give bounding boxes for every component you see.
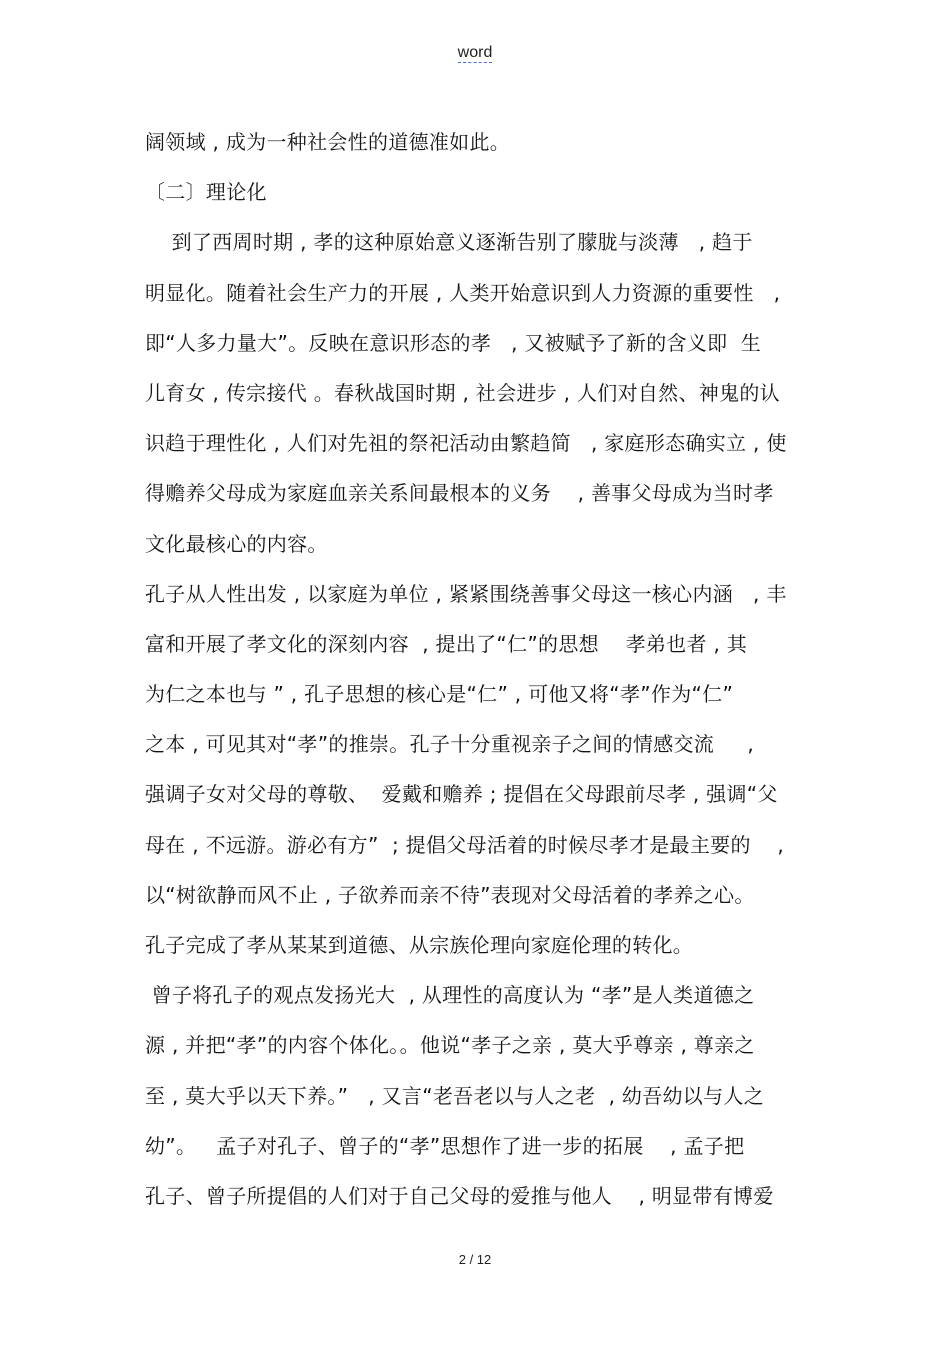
text-line: 阔领域 , 成为一种社会性的道德准如此。	[145, 130, 511, 154]
text-line: 儿育女 , 传宗接代 。春秋战国时期 , 社会进步 , 人们对自然、神鬼的认	[145, 380, 780, 405]
body-text	[145, 122, 807, 1226]
text-line: 文化最核心的内容。	[145, 531, 328, 556]
text-line: 曾子将孔子的观点发扬光大 , 从理性的高度认为 “孝”是人类道德之	[145, 983, 755, 1008]
text-line: 〔二〕理论化	[145, 180, 267, 205]
text-line: 得赡养父母成为家庭血亲关系间最根本的义务 , 善事父母成为当时孝	[145, 481, 774, 506]
header-title: word	[457, 44, 493, 61]
text-line: 孔子、曾子所提倡的人们对于自己父母的爱推与他人 , 明显带有博爱	[145, 1183, 774, 1208]
page-footer	[0, 1252, 950, 1267]
text-line: 强调子女对父母的尊敬、 爱戴和赡养 ; 提倡在父母跟前尽孝 , 强调“父	[145, 782, 778, 807]
text-line: 识趋于理性化 , 人们对先祖的祭祀活动由繁趋简 , 家庭形态确实立 , 使	[145, 431, 787, 456]
text-line: 母在 , 不远游。游必有方” ; 提倡父母活着的时候尽孝才是最主要的 ,	[145, 832, 785, 857]
text-line: 明显化。随着社会生产力的开展 , 人类开始意识到人力资源的重要性 ,	[145, 280, 781, 305]
text-line: 之本 , 可见其对“孝”的推崇。孔子十分重视亲子之间的情感交流 ,	[145, 732, 755, 757]
page-number: 2 / 12	[458, 1252, 492, 1267]
text-line: 孔子完成了孝从某某到道德、从宗族伦理向家庭伦理的转化。	[145, 933, 694, 957]
text-line: 以“树欲静而风不止 , 子欲养而亲不待”表现对父母活着的孝养之心。	[145, 882, 755, 907]
text-line: 至 , 莫大乎以天下养。” , 又言“老吾老以与人之老 , 幼吾幼以与人之	[145, 1083, 765, 1108]
text-line: 到了西周时期 , 孝的这种原始意义逐渐告别了朦胧与淡薄 , 趋于	[145, 230, 753, 255]
page-header	[0, 44, 950, 62]
text-line: 即“人多力量大”。反映在意识形态的孝 , 又被赋予了新的含义即 生	[145, 330, 762, 355]
text-line: 富和开展了孝文化的深刻内容 , 提出了“仁”的思想 孝弟也者 , 其	[145, 631, 748, 656]
text-line: 孔子从人性出发 , 以家庭为单位 , 紧紧围绕善事父母这一核心内涵 , 丰	[145, 581, 787, 606]
text-line: 源 , 并把“孝”的内容个体化。。他说“孝子之亲 , 莫大乎尊亲 , 尊亲之	[145, 1033, 755, 1058]
text-line: 为仁之本也与 ” , 孔子思想的核心是“仁” , 可他又将“孝”作为“仁”	[145, 682, 734, 707]
text-line: 幼”。 孟子对孔子、曾子的“孝”思想作了进一步的拓展 , 孟子把	[145, 1133, 745, 1158]
